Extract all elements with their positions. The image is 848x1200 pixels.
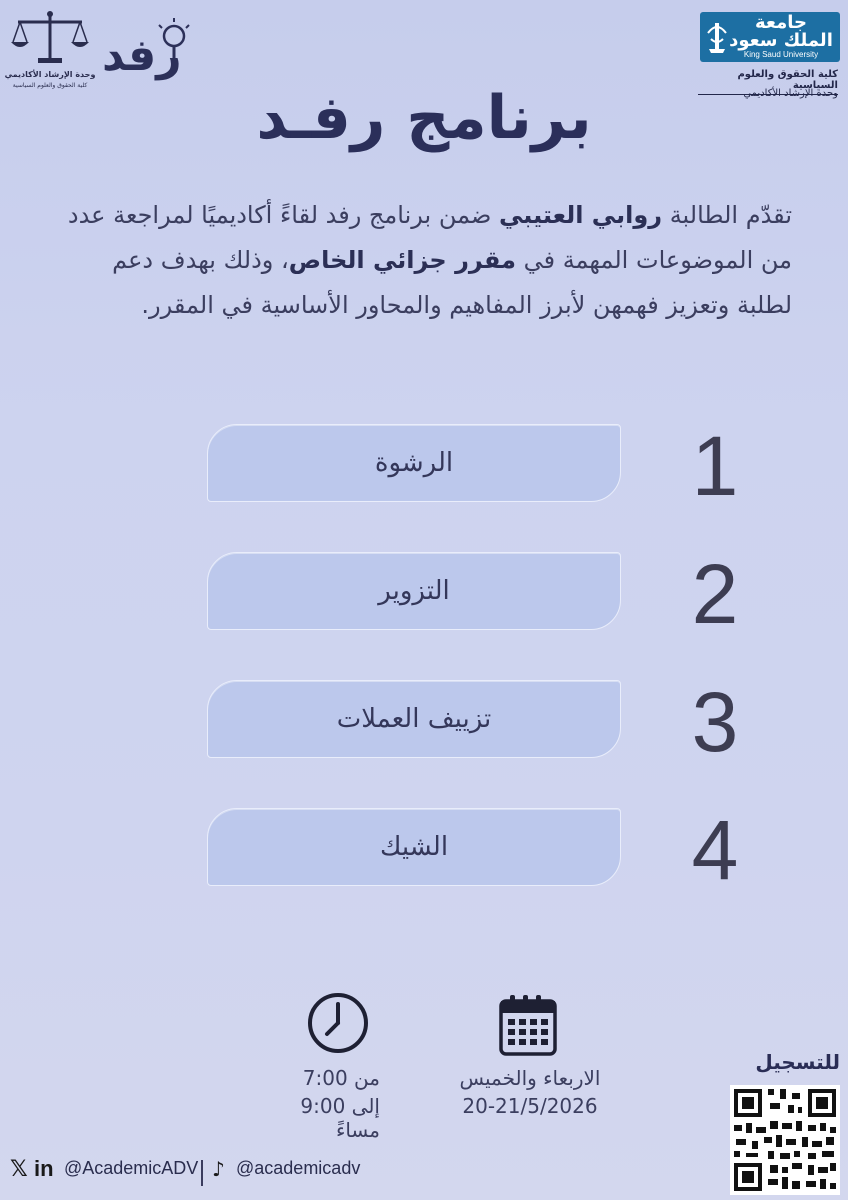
- topic-item-2: [0, 547, 848, 642]
- intro-text-1: تقدّم الطالبة: [662, 201, 792, 229]
- scale-icon: [10, 8, 90, 68]
- calendar-icon: [498, 993, 558, 1057]
- x-icon[interactable]: 𝕏: [10, 1157, 28, 1182]
- topic-label: الشيك: [207, 808, 621, 886]
- topic-number: 2: [691, 547, 739, 641]
- course-name: مقرر جزائي الخاص: [288, 246, 516, 274]
- topic-number: 3: [691, 675, 739, 769]
- clock-icon: [305, 990, 371, 1056]
- topic-item-1: [0, 419, 848, 514]
- topic-item-3: [0, 675, 848, 770]
- ksu-crest-icon: [706, 19, 728, 55]
- university-name-ar: جامعة الملك سعود: [729, 12, 833, 51]
- topic-label: التزوير: [207, 552, 621, 630]
- linkedin-icon[interactable]: in: [34, 1156, 54, 1181]
- time-from: من 7:00: [302, 1066, 380, 1090]
- qr-code[interactable]: [730, 1085, 840, 1195]
- intro-text-2: ضمن برنامج رفد لقاءً أكاديميًا لمراجعة عدد من الموضوعات المهمة في: [67, 201, 792, 274]
- topic-number: 1: [691, 419, 739, 513]
- college-label: كلية الحقوق والعلوم السياسية: [698, 69, 838, 95]
- topic-label: تزييف العملات: [207, 680, 621, 758]
- university-name-en: King Saud University: [743, 50, 819, 59]
- left-logo-line2: كلية الحقوق والعلوم السياسية: [12, 82, 88, 89]
- program-logo: رفد: [102, 30, 182, 81]
- unit-label: وحدة الإرشاد الأكاديمي: [743, 88, 838, 99]
- tiktok-icon[interactable]: ♪: [212, 1157, 225, 1181]
- social-handle-x-linkedin[interactable]: @AcademicADV: [64, 1158, 199, 1178]
- intro-paragraph: [50, 193, 792, 328]
- university-logo: [700, 12, 840, 62]
- student-name: روابي العتيبي: [498, 201, 663, 229]
- intro-text-3: ، وذلك بهدف دعم لطلبة وتعزيز فهمهن لأبرز المفاهيم والمحاور الأساسية في المقرر.: [112, 246, 792, 319]
- footer-divider: [201, 1160, 203, 1186]
- social-handle-tiktok[interactable]: @academicadv: [236, 1158, 361, 1178]
- topic-item-4: [0, 803, 848, 898]
- event-days: الاربعاء والخميس: [459, 1066, 601, 1090]
- event-date: 20-21/5/2026: [462, 1094, 598, 1118]
- page-title: برنامج رفـد: [256, 83, 592, 153]
- left-logo-line1: وحدة الإرشاد الأكاديمي: [4, 70, 96, 79]
- register-label: للتسجيل: [755, 1050, 840, 1074]
- topic-number: 4: [691, 803, 739, 897]
- time-to: إلى 9:00 مساءً: [300, 1094, 380, 1142]
- topic-label: الرشوة: [207, 424, 621, 502]
